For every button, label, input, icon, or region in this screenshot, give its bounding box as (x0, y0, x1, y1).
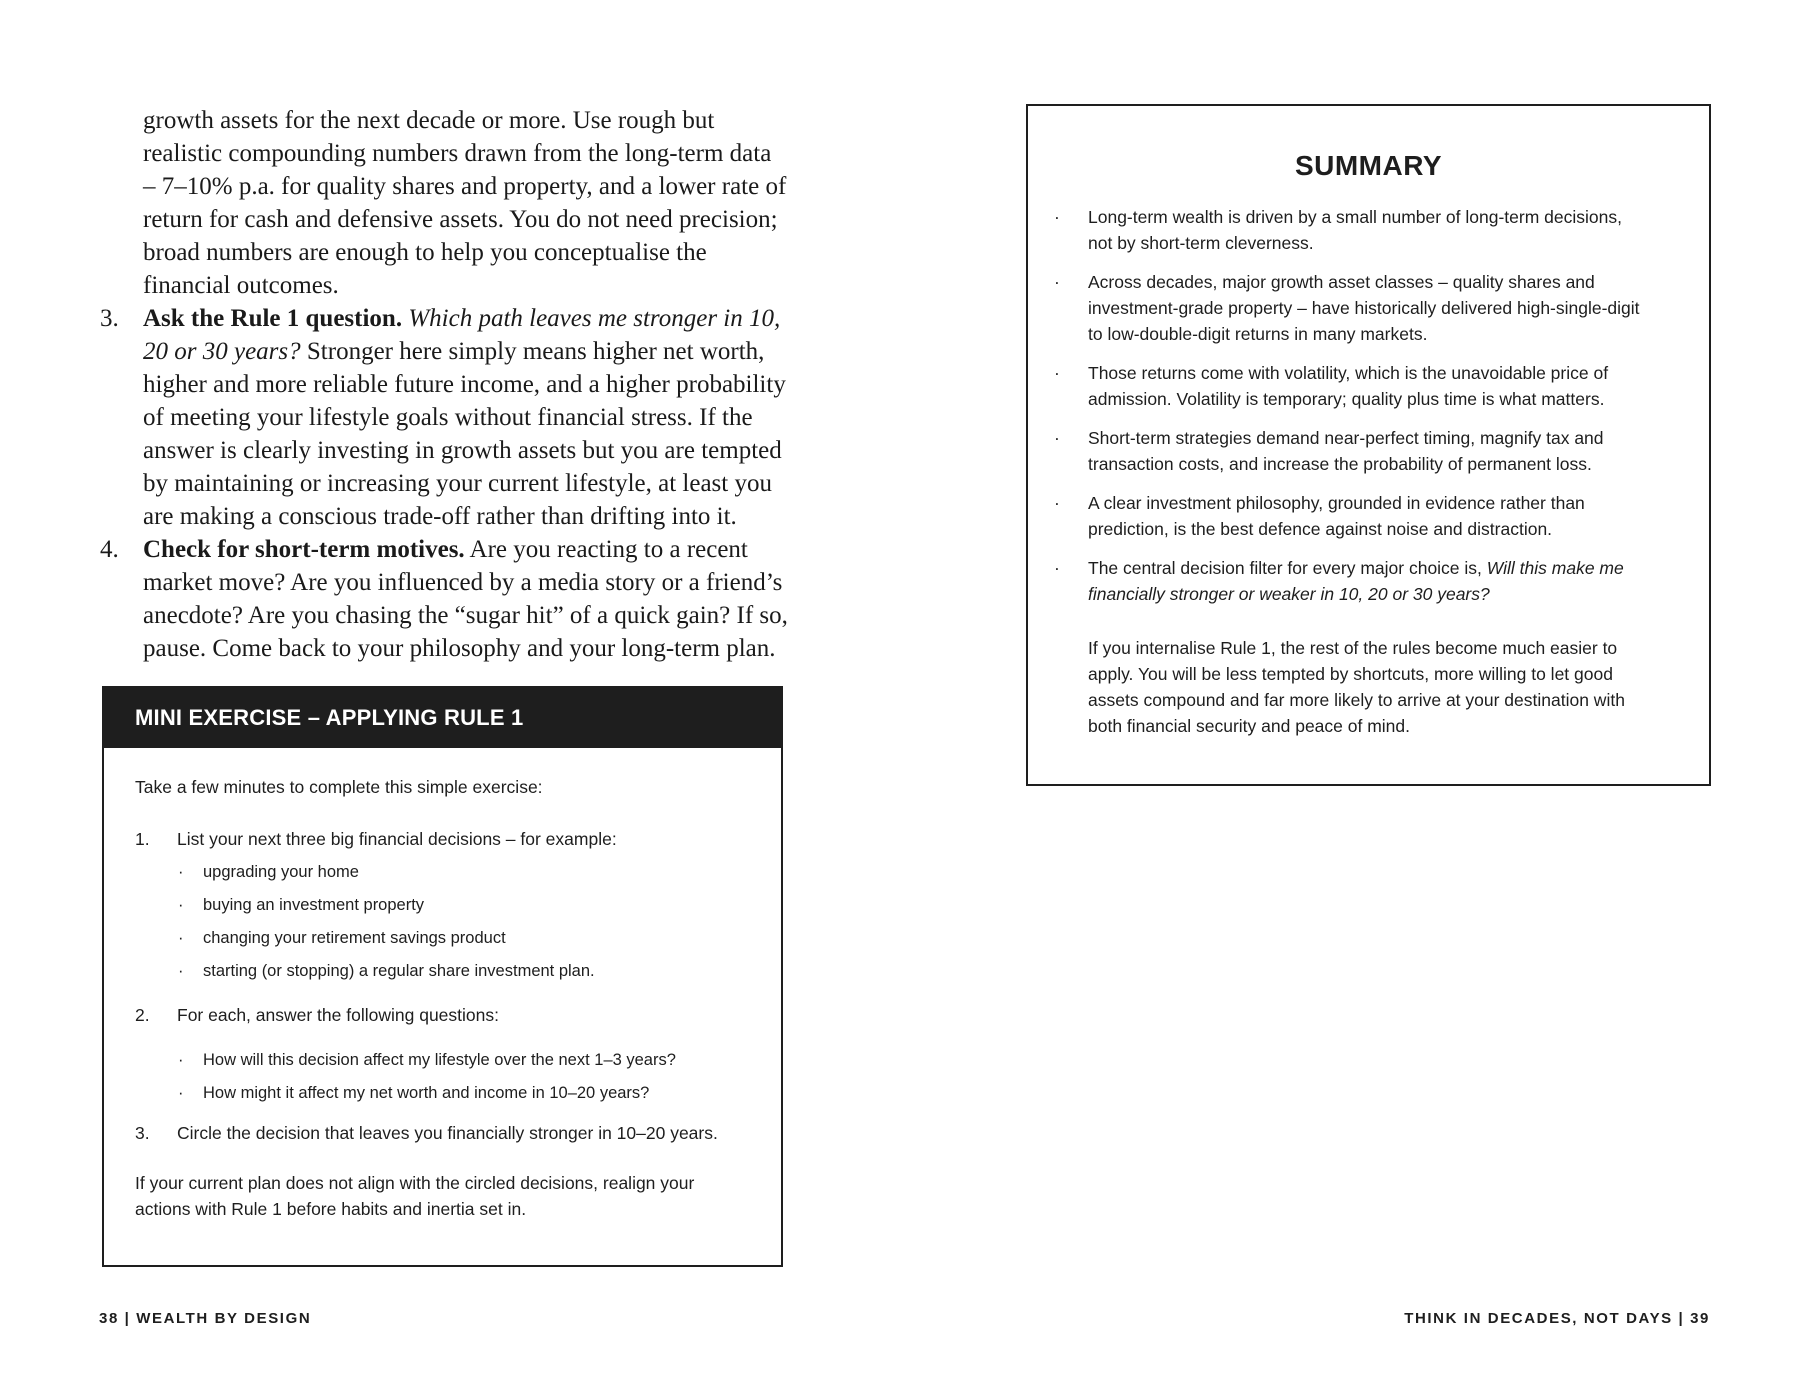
exercise-outro: If your current plan does not align with the circled decisions, realign your actions with Rule 1 before habits and inertia set in. (135, 1173, 695, 1219)
list-item (1054, 204, 1649, 256)
page-footer-right: THINK IN DECADES, NOT DAYS | 39 (1404, 1310, 1710, 1327)
list-item (178, 1044, 750, 1077)
right-page (900, 0, 1800, 1400)
item-text (143, 302, 790, 533)
continuation-paragraph: growth assets for the next decade or more. Use rough but realistic compounding numbers drawn from the long-term data – 7–10% p.a. for quality shares and property, and a lower rate of return for cash and defensive assets. You do not need precision; broad numbers are enough to help you conceptualise the financial outcomes. (143, 107, 787, 299)
bullet-text: A clear investment philosophy, grounded in evidence rather than prediction, is the best defence against noise and distraction. (1088, 493, 1585, 539)
item-body: Are you reacting to a recent market move? Are you influenced by a media story or a friend’s anecdote? Are you chasing the “sugar hit” of a quick gain? If so, pause. Come back to your philosophy and your long-term plan. (143, 536, 788, 662)
bullet-icon: · (1054, 428, 1060, 448)
bullet-text: starting (or stopping) a regular share investment plan. (203, 962, 595, 980)
step-text: For each, answer the following questions: (177, 1005, 499, 1025)
bullet-question: Will this make me financially stronger or weaker in 10, 20 or 30 years? (1088, 558, 1624, 604)
mini-exercise-title: MINI EXERCISE – APPLYING RULE 1 (104, 688, 781, 748)
list-item-3 (100, 302, 790, 533)
bullet-icon: · (1054, 207, 1060, 227)
bullet-icon: · (178, 1051, 184, 1069)
exercise-step-1 (135, 826, 750, 852)
list-item (1054, 269, 1649, 347)
summary-closing: If you internalise Rule 1, the rest of the rules become much easier to apply. You will be less tempted by shortcuts, more willing to let good assets compound and far more likely to arrive at your destination with both financial security and peace of mind. (1088, 638, 1625, 736)
summary-bullets (1054, 204, 1649, 607)
bullet-text: Long-term wealth is driven by a small number of long-term decisions, not by short-term cleverness. (1088, 207, 1622, 253)
bullet-icon: · (1054, 558, 1060, 578)
mini-exercise-box (102, 686, 783, 1267)
exercise-intro: Take a few minutes to complete this simple exercise: (135, 777, 543, 797)
list-item (1054, 555, 1649, 607)
bullet-icon: · (178, 962, 184, 980)
bullet-text: Those returns come with volatility, which is the unavoidable price of admission. Volatility is temporary; quality plus time is what matters. (1088, 363, 1609, 409)
summary-title: SUMMARY (1294, 150, 1443, 181)
bullet-text: changing your retirement savings product (203, 929, 506, 947)
list-item (1054, 490, 1649, 542)
bullet-text: Across decades, major growth asset classes – quality shares and investment-grade property – have historically delivered high-single-digit to low-double-digit returns in many markets. (1088, 272, 1640, 344)
list-item-4 (100, 533, 790, 665)
item-body: Stronger here simply means higher net worth, higher and more reliable future income, and a higher probability of meeting your lifestyle goals without financial stress. If the answer is clearly investing in growth assets but you are tempted by maintaining or increasing your current lifestyle, at least you are making a conscious trade-off rather than drifting into it. (143, 338, 786, 530)
list-item (178, 955, 750, 988)
mini-exercise-body (104, 748, 781, 1222)
list-item (1054, 425, 1649, 477)
bullet-icon: · (178, 896, 184, 914)
item-text (143, 533, 790, 665)
item-number: 3. (100, 305, 119, 332)
exercise-step-2 (135, 1002, 750, 1028)
step-text: List your next three big financial decisions – for example: (177, 829, 617, 849)
bullet-text: buying an investment property (203, 896, 425, 914)
step-number: 2. (135, 1005, 150, 1025)
step-2-bullets (135, 1044, 750, 1110)
bullet-icon: · (178, 1084, 184, 1102)
bullet-text: Short-term strategies demand near-perfect timing, magnify tax and transaction costs, and increase the probability of permanent loss. (1088, 428, 1604, 474)
page-footer-left: 38 | WEALTH BY DESIGN (99, 1310, 312, 1327)
bullet-icon: · (178, 863, 184, 881)
bullet-icon: · (1054, 363, 1060, 383)
item-number: 4. (100, 536, 119, 563)
bullet-text (1088, 555, 1649, 607)
body-text (100, 104, 790, 665)
summary-box (1026, 104, 1711, 786)
list-item (178, 856, 750, 889)
step-1-bullets (135, 856, 750, 988)
step-number: 1. (135, 829, 150, 849)
list-item (178, 1077, 750, 1110)
exercise-step-3 (135, 1120, 750, 1146)
bullet-text: How might it affect my net worth and income in 10–20 years? (203, 1084, 650, 1102)
step-number: 3. (135, 1123, 150, 1143)
list-item (178, 922, 750, 955)
bullet-prefix: The central decision filter for every major choice is, (1088, 558, 1482, 578)
bullet-icon: · (1054, 272, 1060, 292)
bullet-icon: · (1054, 493, 1060, 513)
list-item (178, 889, 750, 922)
item-lead: Ask the Rule 1 question. (143, 305, 403, 332)
bullet-icon: · (178, 929, 184, 947)
item-lead: Check for short-term motives. (143, 536, 465, 563)
bullet-text: How will this decision affect my lifestyle over the next 1–3 years? (203, 1051, 676, 1069)
list-item (1054, 360, 1649, 412)
step-text: Circle the decision that leaves you financially stronger in 10–20 years. (177, 1123, 718, 1143)
bullet-text: upgrading your home (203, 863, 359, 881)
item-question: Which path leaves me stronger in 10, 20 or 30 years? (143, 305, 781, 365)
